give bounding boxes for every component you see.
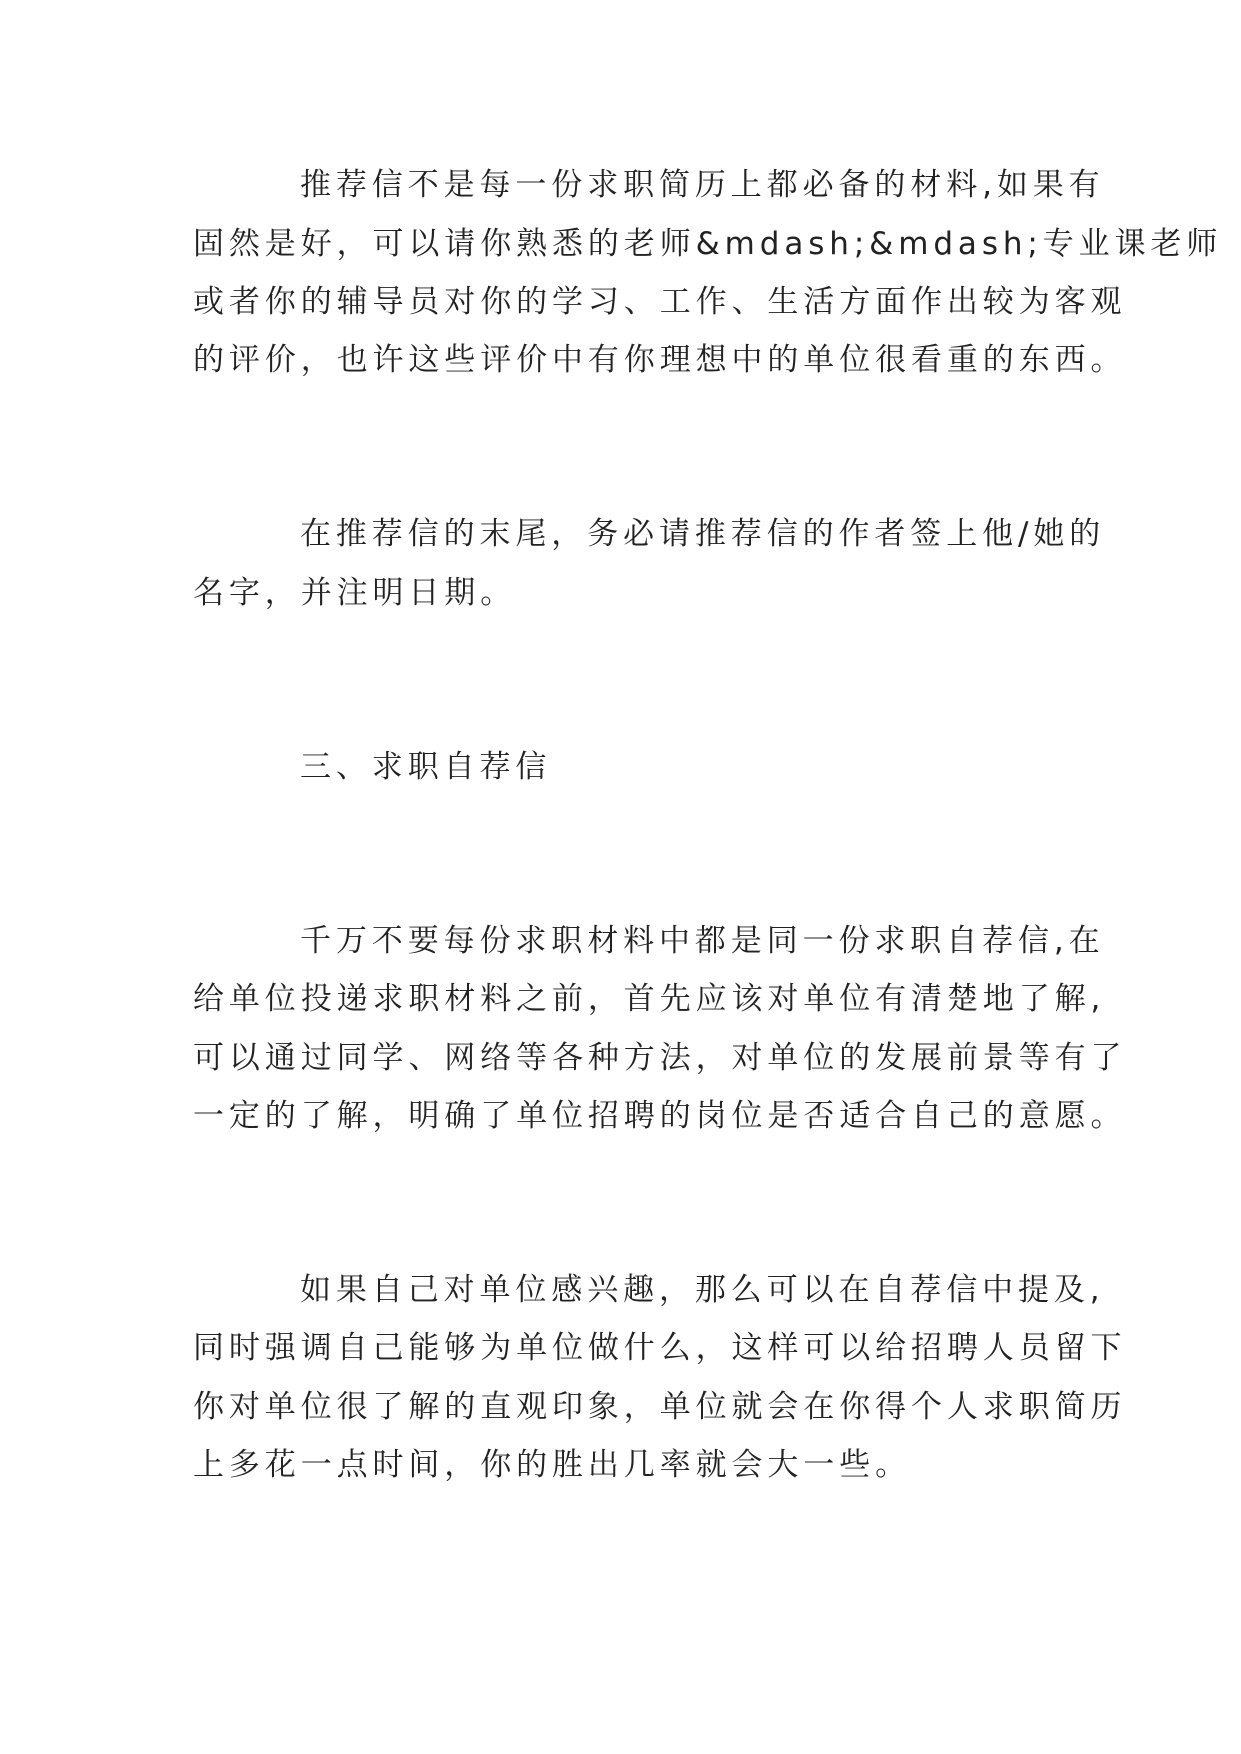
paragraph-line: 一定的了解，明确了单位招聘的岗位是否适合自己的意愿。 bbox=[193, 1098, 1127, 1134]
section-heading: 三、求职自荐信 bbox=[300, 749, 552, 785]
paragraph-line: 上多花一点时间，你的胜出几率就会大一些。 bbox=[193, 1447, 911, 1483]
paragraph-line: 的评价，也许这些评价中有你理想中的单位很看重的东西。 bbox=[193, 342, 1127, 378]
paragraph-line: 可以通过同学、网络等各种方法，对单位的发展前景等有了 bbox=[193, 1040, 1127, 1076]
paragraph-line: 固然是好，可以请你熟悉的老师&mdash;&mdash;专业课老师 bbox=[193, 226, 1223, 262]
paragraph-line: 如果自己对单位感兴趣，那么可以在自荐信中提及, bbox=[300, 1272, 1105, 1308]
paragraph-line: 名字，并注明日期。 bbox=[193, 575, 517, 611]
paragraph-line: 在推荐信的末尾，务必请推荐信的作者签上他/她的 bbox=[300, 516, 1106, 552]
paragraph-line: 推荐信不是每一份求职简历上都必备的材料,如果有 bbox=[300, 167, 1105, 203]
paragraph-line: 同时强调自己能够为单位做什么，这样可以给招聘人员留下 bbox=[193, 1330, 1127, 1366]
paragraph-line: 或者你的辅导员对你的学习、工作、生活方面作出较为客观 bbox=[193, 284, 1127, 320]
paragraph-line: 千万不要每份求职材料中都是同一份求职自荐信,在 bbox=[300, 923, 1105, 959]
paragraph-line: 给单位投递求职材料之前，首先应该对单位有清楚地了解, bbox=[193, 981, 1106, 1017]
paragraph-line: 你对单位很了解的直观印象，单位就会在你得个人求职简历 bbox=[193, 1389, 1127, 1425]
